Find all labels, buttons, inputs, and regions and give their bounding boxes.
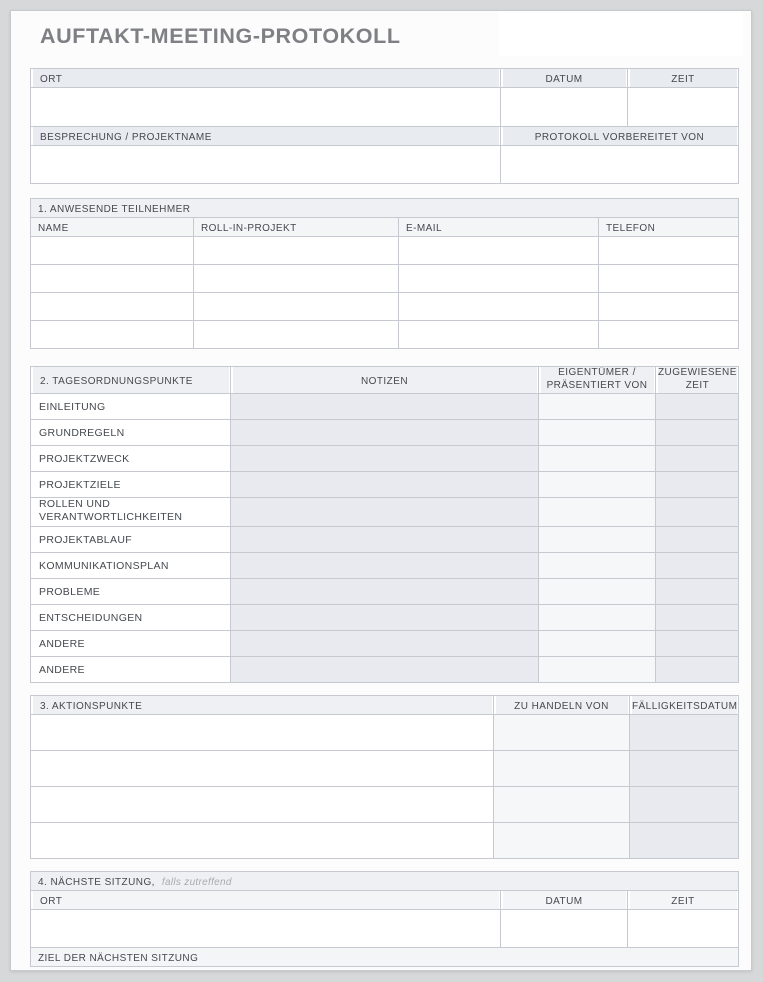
sitzung-datum-input-cell[interactable] — [501, 910, 628, 948]
teilnehmer-table — [30, 198, 739, 349]
zugewiesene-zeit-input-cell[interactable] — [656, 578, 739, 604]
section3-header: 3. AKTIONSPUNKTE — [31, 696, 494, 715]
meeting-info-table — [30, 68, 739, 184]
agenda-item-label: ENTSCHEIDUNGEN — [31, 604, 231, 630]
datum-input-cell[interactable] — [501, 88, 628, 127]
zugewiesene-zeit-input-cell[interactable] — [656, 630, 739, 656]
sitzung-zeit-header: ZEIT — [628, 891, 739, 910]
eigentuemer-input-cell[interactable] — [539, 497, 656, 526]
sitzung-zeit-input-cell[interactable] — [628, 910, 739, 948]
zeit-header: ZEIT — [628, 69, 739, 88]
zugewiesene-zeit-input-cell[interactable] — [656, 419, 739, 445]
ort-header: ORT — [31, 69, 501, 88]
faelligkeitsdatum-column-header: FÄLLIGKEITSDATUM — [630, 696, 739, 715]
zugewiesene-zeit-input-cell[interactable] — [656, 656, 739, 682]
aktionspunkt-input-cell[interactable] — [31, 823, 494, 859]
naechste-sitzung-table — [30, 871, 739, 967]
zeit-input-cell[interactable] — [628, 88, 739, 127]
email-input-cell[interactable] — [399, 265, 599, 293]
zugewiesene-zeit-input-cell[interactable] — [656, 393, 739, 419]
section4-header: 4. NÄCHSTE SITZUNG, falls zutreffend — [31, 872, 739, 891]
faelligkeitsdatum-input-cell[interactable] — [630, 715, 739, 751]
faelligkeitsdatum-input-cell[interactable] — [630, 823, 739, 859]
notizen-column-header: NOTIZEN — [231, 367, 539, 394]
sitzung-datum-header: DATUM — [501, 891, 628, 910]
notizen-input-cell[interactable] — [231, 526, 539, 552]
logo-placeholder — [499, 11, 743, 56]
sitzung-ort-header: ORT — [31, 891, 501, 910]
telefon-input-cell[interactable] — [599, 321, 739, 349]
name-input-cell[interactable] — [31, 293, 194, 321]
notizen-input-cell[interactable] — [231, 471, 539, 497]
zu-handeln-input-cell[interactable] — [494, 751, 630, 787]
zugewiesene-zeit-input-cell[interactable] — [656, 471, 739, 497]
faelligkeitsdatum-input-cell[interactable] — [630, 787, 739, 823]
zu-handeln-input-cell[interactable] — [494, 715, 630, 751]
agenda-item-label: KOMMUNIKATIONSPLAN — [31, 552, 231, 578]
datum-header: DATUM — [501, 69, 628, 88]
zu-handeln-column-header: ZU HANDELN VON — [494, 696, 630, 715]
zugewiesene-zeit-input-cell[interactable] — [656, 445, 739, 471]
zu-handeln-input-cell[interactable] — [494, 787, 630, 823]
agenda-item-label: PROJEKTZIELE — [31, 471, 231, 497]
protokoll-header: PROTOKOLL VORBEREITET VON — [501, 127, 739, 146]
protokoll-input-cell[interactable] — [501, 146, 739, 184]
agenda-item-label: ANDERE — [31, 656, 231, 682]
zugewiesene-zeit-input-cell[interactable] — [656, 526, 739, 552]
notizen-input-cell[interactable] — [231, 552, 539, 578]
aktionspunkt-input-cell[interactable] — [31, 715, 494, 751]
aktionspunkt-input-cell[interactable] — [31, 751, 494, 787]
rolle-input-cell[interactable] — [194, 265, 399, 293]
agenda-item-label: PROJEKTZWECK — [31, 445, 231, 471]
zugewiesene-zeit-column-header: ZUGEWIESENE ZEIT — [656, 367, 739, 394]
notizen-input-cell[interactable] — [231, 578, 539, 604]
faelligkeitsdatum-input-cell[interactable] — [630, 751, 739, 787]
eigentuemer-input-cell[interactable] — [539, 578, 656, 604]
notizen-input-cell[interactable] — [231, 445, 539, 471]
agenda-item-label: PROJEKTABLAUF — [31, 526, 231, 552]
sitzung-ort-input-cell[interactable] — [31, 910, 501, 948]
rolle-input-cell[interactable] — [194, 237, 399, 265]
ort-input-cell[interactable] — [31, 88, 501, 127]
email-input-cell[interactable] — [399, 237, 599, 265]
page-title: AUFTAKT-MEETING-PROTOKOLL — [40, 24, 401, 48]
telefon-input-cell[interactable] — [599, 265, 739, 293]
agenda-item-label: GRUNDREGELN — [31, 419, 231, 445]
agenda-item-label: ANDERE — [31, 630, 231, 656]
notizen-input-cell[interactable] — [231, 393, 539, 419]
name-input-cell[interactable] — [31, 265, 194, 293]
notizen-input-cell[interactable] — [231, 604, 539, 630]
eigentuemer-input-cell[interactable] — [539, 630, 656, 656]
eigentuemer-input-cell[interactable] — [539, 656, 656, 682]
zugewiesene-zeit-input-cell[interactable] — [656, 497, 739, 526]
email-input-cell[interactable] — [399, 293, 599, 321]
telefon-input-cell[interactable] — [599, 237, 739, 265]
eigentuemer-input-cell[interactable] — [539, 471, 656, 497]
section2-header: 2. TAGESORDNUNGSPUNKTE — [31, 367, 231, 394]
eigentuemer-input-cell[interactable] — [539, 445, 656, 471]
eigentuemer-input-cell[interactable] — [539, 604, 656, 630]
eigentuemer-input-cell[interactable] — [539, 393, 656, 419]
document-page — [10, 10, 752, 971]
notizen-input-cell[interactable] — [231, 656, 539, 682]
name-input-cell[interactable] — [31, 237, 194, 265]
rolle-column-header: ROLL-IN-PROJEKT — [194, 218, 399, 237]
aktionspunkt-input-cell[interactable] — [31, 787, 494, 823]
eigentuemer-input-cell[interactable] — [539, 526, 656, 552]
telefon-input-cell[interactable] — [599, 293, 739, 321]
zu-handeln-input-cell[interactable] — [494, 823, 630, 859]
besprechung-input-cell[interactable] — [31, 146, 501, 184]
agenda-item-label: EINLEITUNG — [31, 393, 231, 419]
ziel-header: ZIEL DER NÄCHSTEN SITZUNG — [31, 948, 739, 967]
eigentuemer-column-header: EIGENTÜMER / PRÄSENTIERT VON — [539, 367, 656, 394]
notizen-input-cell[interactable] — [231, 630, 539, 656]
besprechung-header: BESPRECHUNG / PROJEKTNAME — [31, 127, 501, 146]
name-input-cell[interactable] — [31, 321, 194, 349]
rolle-input-cell[interactable] — [194, 321, 399, 349]
zugewiesene-zeit-input-cell[interactable] — [656, 604, 739, 630]
falls-zutreffend-note: falls zutreffend — [161, 877, 232, 888]
notizen-input-cell[interactable] — [231, 419, 539, 445]
section1-header: 1. ANWESENDE TEILNEHMER — [31, 199, 739, 218]
zugewiesene-zeit-input-cell[interactable] — [656, 552, 739, 578]
agenda-item-label: PROBLEME — [31, 578, 231, 604]
notizen-input-cell[interactable] — [231, 497, 539, 526]
email-column-header: E-MAIL — [399, 218, 599, 237]
eigentuemer-input-cell[interactable] — [539, 552, 656, 578]
email-input-cell[interactable] — [399, 321, 599, 349]
eigentuemer-input-cell[interactable] — [539, 419, 656, 445]
aktionspunkte-table — [30, 695, 739, 859]
telefon-column-header: TELEFON — [599, 218, 739, 237]
agenda-item-label: ROLLEN UND VERANTWORTLICHKEITEN — [31, 497, 231, 526]
agenda-table — [30, 366, 739, 683]
rolle-input-cell[interactable] — [194, 293, 399, 321]
name-column-header: NAME — [31, 218, 194, 237]
